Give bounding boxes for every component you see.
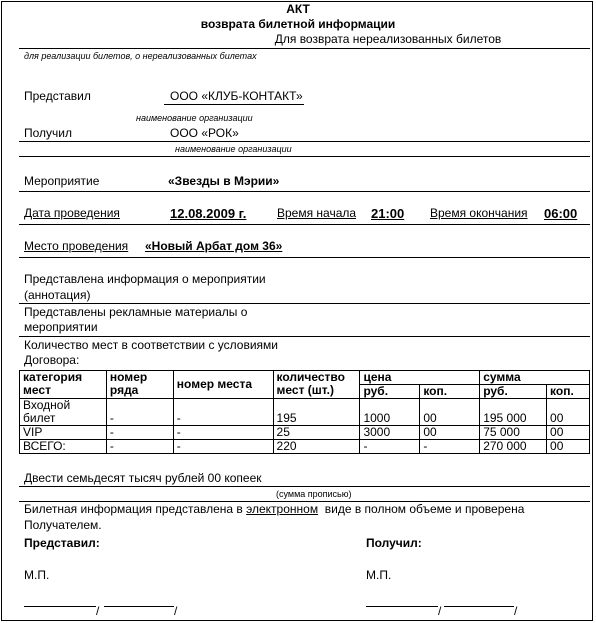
cell-price-rub: 1000 [360,399,420,426]
divider [19,336,590,337]
signature-separator: / [96,604,100,618]
statement-form: электронном [246,502,319,516]
ads-line-1: Представлены рекламные материалы о [24,305,248,319]
divider [19,156,590,157]
submitted-label: Представил [24,89,91,103]
signature-line [444,606,514,607]
cell-category: ВСЕГО: [20,440,107,454]
seats-line-1: Количество мест в соответствии с условиями [24,338,278,352]
stamp-right: М.П. [366,568,392,582]
cell-quantity: 220 [273,440,360,454]
cell-sum-rub: 75 000 [480,426,547,440]
statement-line-2: Получателем. [24,518,102,532]
cell-sum-rub: 195 000 [480,399,547,426]
underline [164,104,304,105]
table-row [20,426,590,440]
cell-sum-kop: 00 [547,399,590,426]
total-caption: (сумма прописью) [276,489,352,499]
header-price-kop: коп. [420,385,480,399]
event-label: Мероприятие [24,174,100,188]
cell-row: - [106,440,173,454]
tickets-table [19,370,590,454]
table-row [20,399,590,426]
total-in-words: Двести семьдесят тысяч рублей 00 копеек [24,471,262,485]
cell-quantity: 25 [273,426,360,440]
ads-line-2: мероприятии [24,320,98,334]
place-value: «Новый Арбат дом 36» [145,239,283,253]
stamp-left: М.П. [24,568,50,582]
cell-seat: - [173,440,273,454]
annotation-line-1: Представлена информация о мероприятии [24,272,266,286]
cell-seat: - [173,399,273,426]
header-sum: сумма [480,371,590,385]
date-value: 12.08.2009 г. [170,206,247,221]
org-caption: наименование организации [175,144,292,154]
cell-price-rub: 3000 [360,426,420,440]
divider [19,257,590,258]
cell-sum-kop: 00 [547,440,590,454]
cell-price-kop: 00 [420,426,480,440]
divider [19,48,590,49]
cell-quantity: 195 [273,399,360,426]
signature-separator: / [438,604,442,618]
signature-separator: / [174,604,178,618]
received-org: ООО «РОК» [170,126,239,140]
signature-separator: / [514,604,518,618]
divider [19,303,590,304]
date-label: Дата проведения [24,206,120,220]
purpose-note: для реализации билетов, о нереализованных билетах [24,51,257,61]
header-price: цена [360,371,480,385]
submitted-org: ООО «КЛУБ-КОНТАКТ» [170,89,303,103]
header-row: номер ряда [106,371,173,399]
annotation-line-2: (аннотация) [24,288,91,302]
signature-received-label: Получил: [366,536,422,550]
divider [19,191,590,192]
document-purpose: Для возврата нереализованных билетов [274,32,502,46]
header-seat: номер места [173,371,273,399]
end-time-label: Время окончания [430,206,528,220]
document-subtitle: возврата билетной информации [200,17,396,31]
seats-line-2: Договора: [24,353,80,367]
signature-submitted-label: Представил: [24,536,100,550]
header-sum-kop: коп. [547,385,590,399]
header-quantity: количество мест (шт.) [273,371,360,399]
place-label: Место проведения [24,239,129,253]
cell-seat: - [173,426,273,440]
cell-price-kop: - [420,440,480,454]
divider [19,141,590,142]
cell-row: - [106,399,173,426]
cell-category: Входной билет [20,399,107,426]
cell-price-rub: - [360,440,420,454]
header-price-rub: руб. [360,385,420,399]
document-title: АКТ [286,2,310,16]
event-name: «Звезды в Мэрии» [168,174,280,188]
cell-sum-rub: 270 000 [480,440,547,454]
received-label: Получил [24,126,72,140]
cell-sum-kop: 00 [547,426,590,440]
end-time-value: 06:00 [544,206,578,221]
table-header-row [20,371,590,385]
start-time-value: 21:00 [371,206,405,221]
cell-row: - [106,426,173,440]
signature-line [366,606,438,607]
org-caption: наименование организации [136,113,253,123]
table-total-row [20,440,590,454]
statement-line-1: Билетная информация представлена в электронном виде в полном объеме и проверена [24,502,525,516]
signature-line [24,606,96,607]
signature-line [104,606,174,607]
cell-price-kop: 00 [420,399,480,426]
cell-category: VIP [20,426,107,440]
divider [19,224,590,225]
start-time-label: Время начала [277,206,357,220]
header-category: категория мест [20,371,107,399]
header-sum-rub: руб. [480,385,547,399]
divider [19,486,590,487]
